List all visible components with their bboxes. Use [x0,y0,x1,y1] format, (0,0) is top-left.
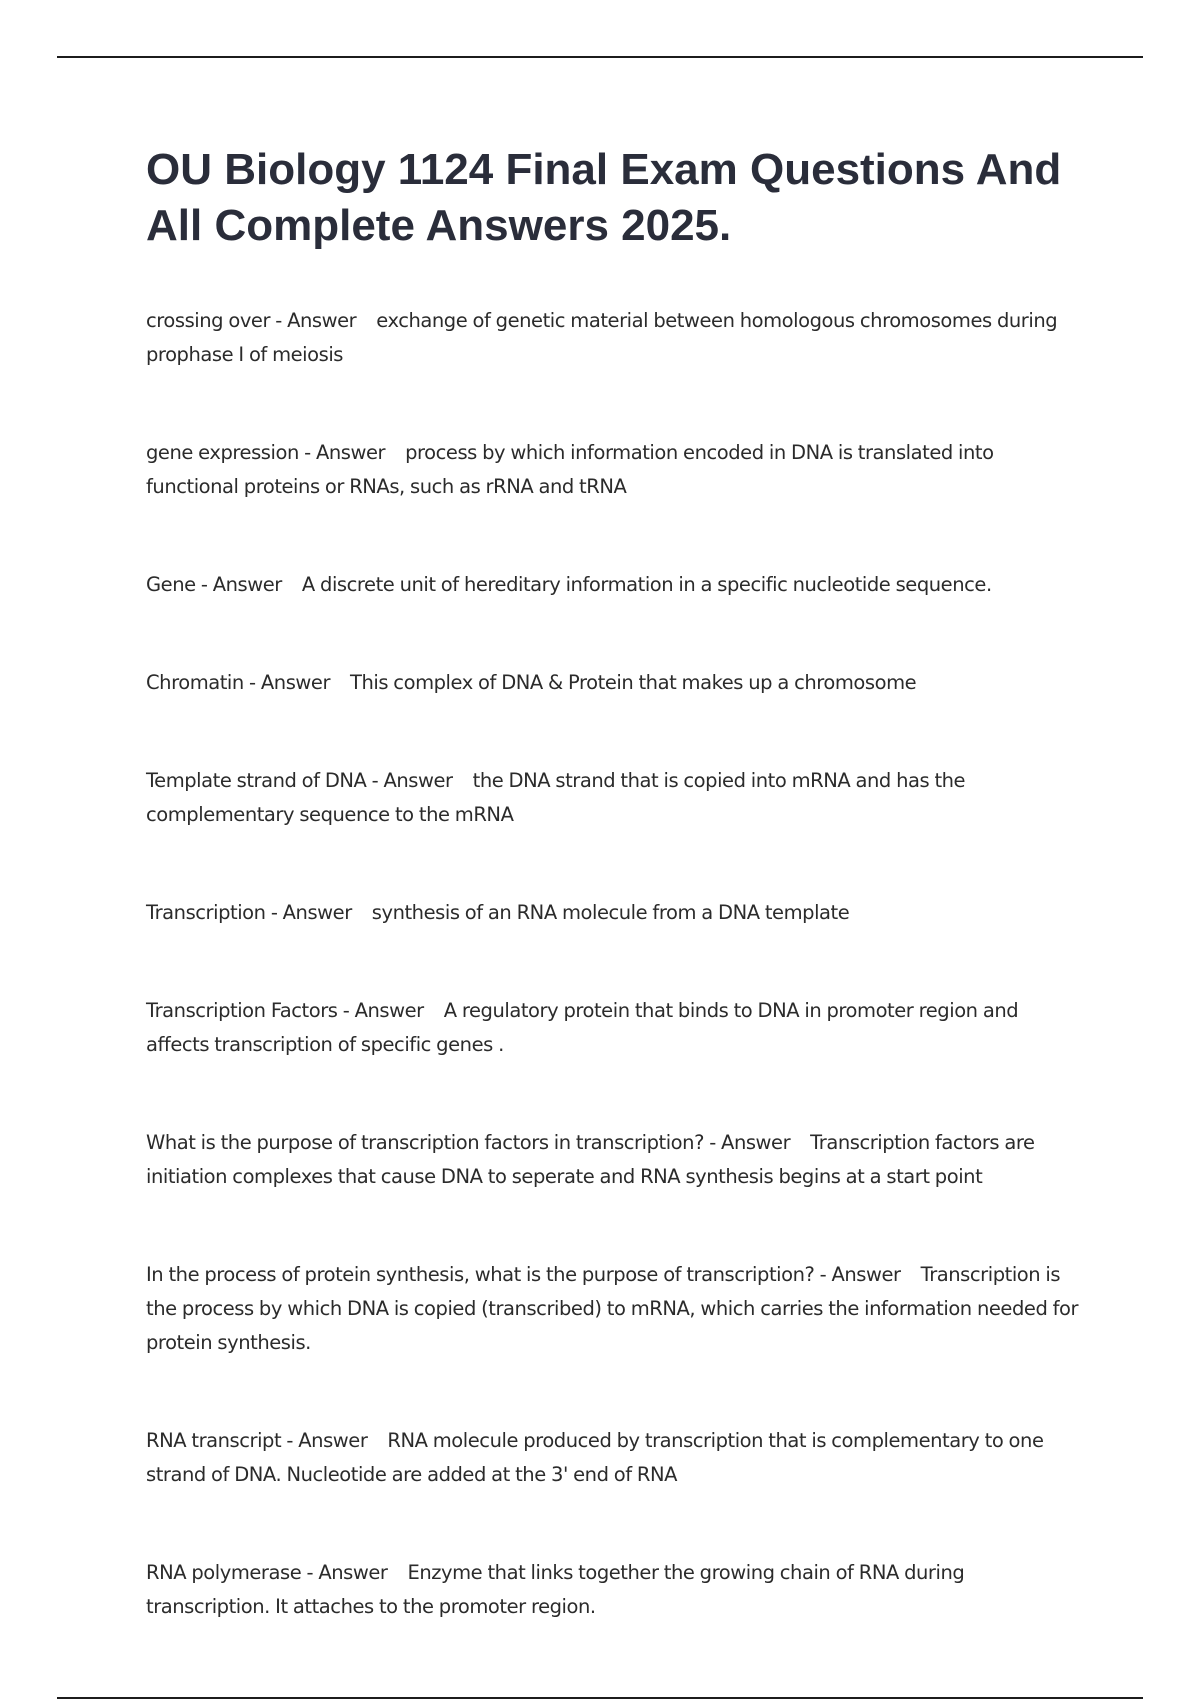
qa-term: gene expression - Answer [146,441,386,464]
qa-term: Gene - Answer [146,573,282,596]
qa-item [146,896,1086,930]
qa-answer: process by which information encoded in DNA is translated into functional proteins or RNAs, such as rRNA and tRNA [146,441,994,498]
qa-answer: Transcription is the process by which DNA is copied (transcribed) to mRNA, which carries the information needed for protein synthesis. [146,1263,1079,1354]
qa-item [146,994,1086,1062]
qa-answer: exchange of genetic material between homologous chromosomes during prophase I of meiosis [146,309,1058,366]
qa-item [146,304,1086,372]
qa-term: RNA transcript - Answer [146,1429,368,1452]
qa-item [146,666,1086,700]
qa-term: crossing over - Answer [146,309,357,332]
qa-list [146,304,1086,1624]
qa-item [146,568,1086,602]
document-title: OU Biology 1124 Final Exam Questions And All Complete Answers 2025. [146,145,1062,250]
qa-term: What is the purpose of transcription factors in transcription? - Answer [146,1131,791,1154]
qa-item [146,1258,1086,1360]
qa-term: In the process of protein synthesis, what is the purpose of transcription? - Answer [146,1263,901,1286]
qa-item [146,1556,1086,1624]
qa-term: Template strand of DNA - Answer [146,769,453,792]
qa-answer: Transcription factors are initiation complexes that cause DNA to seperate and RNA synthesis begins at a start point [146,1131,1035,1188]
qa-item [146,764,1086,832]
qa-answer: Enzyme that links together the growing chain of RNA during transcription. It attaches to the promoter region. [146,1561,965,1618]
qa-answer: A discrete unit of hereditary information in a specific nucleotide sequence. [301,573,992,596]
document-page [146,142,1086,1624]
qa-answer: This complex of DNA & Protein that makes up a chromosome [350,671,917,694]
qa-term: Transcription Factors - Answer [146,999,424,1022]
bottom-rule [57,1697,1143,1699]
qa-item [146,1126,1086,1194]
qa-term: RNA polymerase - Answer [146,1561,388,1584]
qa-answer: A regulatory protein that binds to DNA in promoter region and affects transcription of specific genes . [146,999,1019,1056]
qa-item [146,1424,1086,1492]
qa-item [146,436,1086,504]
qa-answer: synthesis of an RNA molecule from a DNA template [371,901,850,924]
qa-answer: the DNA strand that is copied into mRNA and has the complementary sequence to the mRNA [146,769,966,826]
qa-term: Transcription - Answer [146,901,352,924]
qa-answer: RNA molecule produced by transcription that is complementary to one strand of DNA. Nucleotide are added at the 3' end of RNA [146,1429,1044,1486]
top-rule [57,56,1143,58]
qa-term: Chromatin - Answer [146,671,331,694]
